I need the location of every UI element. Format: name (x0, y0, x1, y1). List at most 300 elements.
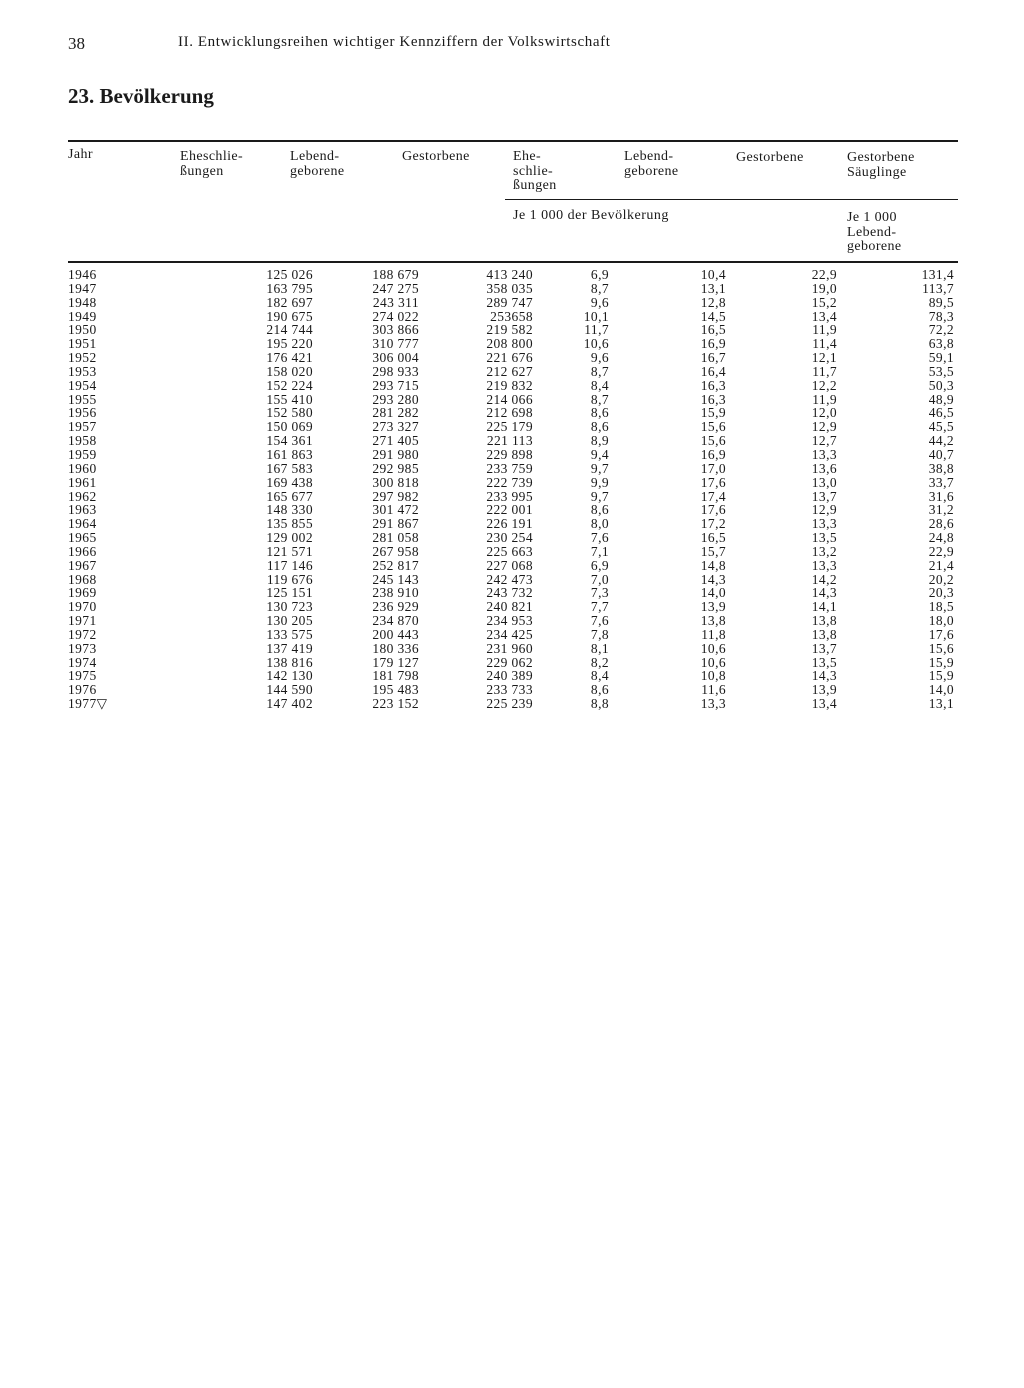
table-cell: 165 677 (266, 488, 313, 504)
table-cell: 179 127 (372, 654, 419, 670)
table-cell: 89,5 (928, 294, 954, 310)
table-cell: 12,2 (811, 377, 837, 393)
table-cell: 12,9 (811, 502, 837, 518)
table-cell: 1976 (68, 682, 97, 698)
table-cell: 10,1 (583, 308, 609, 324)
table-cell: 7,8 (590, 626, 609, 642)
table-row (68, 697, 954, 711)
table-cell: 38,8 (928, 460, 954, 476)
table-cell: 225 179 (486, 419, 533, 435)
table-cell: 44,2 (928, 433, 954, 449)
table-cell: 233 759 (486, 460, 533, 476)
table-cell: 273 327 (372, 419, 419, 435)
table-cell: 7,3 (590, 585, 609, 601)
table-cell: 9,7 (590, 488, 609, 504)
table-cell: 291 980 (372, 446, 419, 462)
table-cell: 195 220 (266, 336, 313, 352)
table-cell: 125 026 (266, 267, 313, 282)
table-cell: 144 590 (266, 682, 313, 698)
table-cell: 253658 (490, 308, 533, 324)
table-cell: 169 438 (266, 474, 313, 490)
col-header-lebendgeborene-rel: Lebend- geborene (624, 149, 679, 179)
table-cell: 13,1 (928, 696, 954, 712)
table-row (68, 573, 954, 587)
table-cell: 13,5 (811, 654, 837, 670)
table-cell: 13,3 (700, 696, 726, 712)
table-cell: 1977▽ (68, 696, 108, 712)
table-cell: 1950 (68, 322, 97, 338)
table-cell: 281 282 (372, 405, 419, 421)
table-cell: 16,3 (700, 377, 726, 393)
table-cell: 45,5 (928, 419, 954, 435)
table-cell: 289 747 (486, 294, 533, 310)
table-cell: 1961 (68, 474, 97, 490)
table-cell: 14,3 (700, 571, 726, 587)
table-cell: 1952 (68, 350, 97, 366)
table-cell: 53,5 (928, 363, 954, 379)
table-cell: 1975 (68, 668, 97, 684)
table-cell: 16,4 (700, 363, 726, 379)
table-cell: 13,9 (700, 599, 726, 615)
table-cell: 16,9 (700, 336, 726, 352)
table-cell: 181 798 (372, 668, 419, 684)
table-cell: 227 068 (486, 557, 533, 573)
table-cell: 16,7 (700, 350, 726, 366)
table-row (68, 282, 954, 296)
table-cell: 13,4 (811, 308, 837, 324)
table-cell: 243 311 (372, 294, 419, 310)
table-cell: 14,3 (811, 668, 837, 684)
table-cell: 230 254 (486, 530, 533, 546)
table-row (68, 365, 954, 379)
table-cell: 293 280 (372, 391, 419, 407)
table-row (68, 628, 954, 642)
unit-note-per-population: Je 1 000 der Bevölkerung (513, 208, 669, 223)
table-cell: 22,9 (928, 543, 954, 559)
table-cell: 7,0 (590, 571, 609, 587)
table-cell: 8,9 (590, 433, 609, 449)
table-cell: 14,8 (700, 557, 726, 573)
table-cell: 10,6 (700, 654, 726, 670)
table-cell: 33,7 (928, 474, 954, 490)
table-cell: 19,0 (811, 280, 837, 296)
table-cell: 13,9 (811, 682, 837, 698)
table-cell: 1970 (68, 599, 97, 615)
table-cell: 16,3 (700, 391, 726, 407)
table-cell: 195 483 (372, 682, 419, 698)
table-cell: 119 676 (266, 571, 313, 587)
col-header-eheschliessungen-rel: Ehe- schlie- ßungen (513, 149, 557, 193)
table-cell: 13,1 (700, 280, 726, 296)
table-row (68, 310, 954, 324)
table-cell: 298 933 (372, 363, 419, 379)
table-cell: 46,5 (928, 405, 954, 421)
table-cell: 200 443 (372, 626, 419, 642)
table-cell: 242 473 (486, 571, 533, 587)
table-cell: 14,5 (700, 308, 726, 324)
table-row (68, 503, 954, 517)
table-cell: 1953 (68, 363, 97, 379)
table-cell: 9,9 (590, 474, 609, 490)
table-cell: 8,6 (590, 405, 609, 421)
table-cell: 1966 (68, 543, 97, 559)
table-row (68, 642, 954, 656)
table-cell: 9,4 (590, 446, 609, 462)
table-cell: 9,6 (590, 350, 609, 366)
table-cell: 233 733 (486, 682, 533, 698)
col-header-eheschliessungen: Eheschlie- ßungen (180, 149, 244, 179)
table-cell: 7,1 (590, 543, 609, 559)
table-row (68, 351, 954, 365)
table-top-rule (68, 140, 958, 142)
table-cell: 188 679 (372, 267, 419, 282)
table-cell: 212 698 (486, 405, 533, 421)
table-cell: 274 022 (372, 308, 419, 324)
table-row (68, 448, 954, 462)
table-cell: 13,8 (811, 626, 837, 642)
table-cell: 22,9 (811, 267, 837, 282)
table-cell: 1958 (68, 433, 97, 449)
population-table (68, 268, 954, 711)
table-cell: 306 004 (372, 350, 419, 366)
unit-subheader-rule (505, 199, 958, 200)
table-cell: 1973 (68, 640, 97, 656)
table-cell: 15,9 (700, 405, 726, 421)
table-cell: 214 066 (486, 391, 533, 407)
table-cell: 7,6 (590, 530, 609, 546)
table-cell: 11,6 (701, 682, 726, 698)
table-cell: 167 583 (266, 460, 313, 476)
table-cell: 10,8 (700, 668, 726, 684)
table-cell: 31,2 (928, 502, 954, 518)
table-row (68, 379, 954, 393)
table-cell: 14,0 (700, 585, 726, 601)
table-row (68, 393, 954, 407)
table-row (68, 600, 954, 614)
table-cell: 240 821 (486, 599, 533, 615)
table-cell: 20,2 (928, 571, 954, 587)
table-cell: 12,8 (700, 294, 726, 310)
table-cell: 281 058 (372, 530, 419, 546)
table-cell: 17,6 (700, 502, 726, 518)
table-cell: 1951 (68, 336, 97, 352)
table-cell: 8,1 (590, 640, 609, 656)
table-cell: 8,4 (590, 377, 609, 393)
table-cell: 1949 (68, 308, 97, 324)
table-cell: 10,6 (583, 336, 609, 352)
table-cell: 50,3 (928, 377, 954, 393)
table-cell: 40,7 (928, 446, 954, 462)
table-cell: 135 855 (266, 516, 313, 532)
table-cell: 152 224 (266, 377, 313, 393)
table-cell: 137 419 (266, 640, 313, 656)
table-cell: 1974 (68, 654, 97, 670)
table-cell: 10,4 (700, 267, 726, 282)
table-cell: 161 863 (266, 446, 313, 462)
header-bottom-rule (68, 261, 958, 263)
table-cell: 163 795 (266, 280, 313, 296)
table-cell: 12,9 (811, 419, 837, 435)
table-cell: 17,6 (700, 474, 726, 490)
unit-note-per-births: Je 1 000 Lebend- geborene (847, 210, 902, 254)
table-cell: 226 191 (486, 516, 533, 532)
table-cell: 225 239 (486, 696, 533, 712)
table-cell: 129 002 (266, 530, 313, 546)
table-cell: 8,6 (590, 502, 609, 518)
col-header-gestorbene-saeuglinge: Gestorbene Säuglinge (847, 150, 915, 180)
table-cell: 130 723 (266, 599, 313, 615)
table-cell: 247 275 (372, 280, 419, 296)
table-cell: 147 402 (266, 696, 313, 712)
table-cell: 14,2 (811, 571, 837, 587)
table-cell: 292 985 (372, 460, 419, 476)
table-row (68, 490, 954, 504)
table-cell: 13,3 (811, 516, 837, 532)
table-row (68, 586, 954, 600)
table-cell: 24,8 (928, 530, 954, 546)
table-cell: 13,3 (811, 557, 837, 573)
table-cell: 12,0 (811, 405, 837, 421)
table-cell: 15,9 (928, 668, 954, 684)
running-head: II. Entwicklungsreihen wichtiger Kennziffern der Volkswirtschaft (178, 34, 611, 50)
table-row (68, 476, 954, 490)
table-cell: 158 020 (266, 363, 313, 379)
col-header-lebendgeborene: Lebend- geborene (290, 149, 345, 179)
table-row (68, 545, 954, 559)
table-cell: 48,9 (928, 391, 954, 407)
table-cell: 252 817 (372, 557, 419, 573)
table-row (68, 531, 954, 545)
table-row (68, 462, 954, 476)
table-cell: 28,6 (928, 516, 954, 532)
table-cell: 18,5 (928, 599, 954, 615)
table-cell: 16,5 (700, 322, 726, 338)
table-cell: 180 336 (372, 640, 419, 656)
table-cell: 11,9 (812, 322, 837, 338)
table-cell: 225 663 (486, 543, 533, 559)
table-cell: 1964 (68, 516, 97, 532)
table-cell: 11,7 (812, 363, 837, 379)
table-cell: 214 744 (266, 322, 313, 338)
table-cell: 78,3 (928, 308, 954, 324)
table-cell: 148 330 (266, 502, 313, 518)
table-cell: 7,7 (590, 599, 609, 615)
table-cell: 11,7 (584, 322, 609, 338)
table-cell: 208 800 (486, 336, 533, 352)
table-cell: 8,2 (590, 654, 609, 670)
table-cell: 222 001 (486, 502, 533, 518)
table-cell: 1963 (68, 502, 97, 518)
table-cell: 12,1 (811, 350, 837, 366)
table-cell: 7,6 (590, 613, 609, 629)
table-cell: 17,6 (928, 626, 954, 642)
table-row (68, 614, 954, 628)
table-cell: 222 739 (486, 474, 533, 490)
table-row (68, 296, 954, 310)
table-cell: 234 425 (486, 626, 533, 642)
table-cell: 229 898 (486, 446, 533, 462)
table-cell: 15,6 (928, 640, 954, 656)
table-cell: 234 870 (372, 613, 419, 629)
table-cell: 234 953 (486, 613, 533, 629)
table-cell: 219 832 (486, 377, 533, 393)
table-cell: 1957 (68, 419, 97, 435)
table-cell: 121 571 (266, 543, 313, 559)
table-cell: 11,9 (812, 391, 837, 407)
table-cell: 236 929 (372, 599, 419, 615)
table-cell: 303 866 (372, 322, 419, 338)
page-number: 38 (68, 34, 85, 53)
table-cell: 243 732 (486, 585, 533, 601)
table-cell: 1972 (68, 626, 97, 642)
table-body (68, 268, 954, 711)
table-cell: 130 205 (266, 613, 313, 629)
table-cell: 13,2 (811, 543, 837, 559)
table-cell: 221 113 (486, 433, 533, 449)
table-cell: 358 035 (486, 280, 533, 296)
table-cell: 9,7 (590, 460, 609, 476)
table-cell: 1965 (68, 530, 97, 546)
table-cell: 152 580 (266, 405, 313, 421)
table-cell: 240 389 (486, 668, 533, 684)
table-cell: 221 676 (486, 350, 533, 366)
table-cell: 10,6 (700, 640, 726, 656)
table-row (68, 517, 954, 531)
table-cell: 297 982 (372, 488, 419, 504)
table-cell: 72,2 (928, 322, 954, 338)
table-cell: 16,9 (700, 446, 726, 462)
table-cell: 17,4 (700, 488, 726, 504)
table-cell: 1956 (68, 405, 97, 421)
table-cell: 300 818 (372, 474, 419, 490)
table-cell: 13,6 (811, 460, 837, 476)
table-cell: 138 816 (266, 654, 313, 670)
table-cell: 13,0 (811, 474, 837, 490)
table-cell: 1967 (68, 557, 97, 573)
table-cell: 14,0 (928, 682, 954, 698)
table-cell: 1954 (68, 377, 97, 393)
table-cell: 13,5 (811, 530, 837, 546)
table-cell: 238 910 (372, 585, 419, 601)
table-cell: 212 627 (486, 363, 533, 379)
table-cell: 13,8 (811, 613, 837, 629)
col-header-gestorbene: Gestorbene (402, 149, 470, 164)
table-row (68, 656, 954, 670)
table-cell: 413 240 (486, 267, 533, 282)
table-cell: 8,7 (590, 363, 609, 379)
table-cell: 13,4 (811, 696, 837, 712)
table-cell: 219 582 (486, 322, 533, 338)
table-cell: 291 867 (372, 516, 419, 532)
table-cell: 21,4 (928, 557, 954, 573)
table-cell: 8,0 (590, 516, 609, 532)
table-cell: 31,6 (928, 488, 954, 504)
table-cell: 176 421 (266, 350, 313, 366)
table-cell: 271 405 (372, 433, 419, 449)
section-title: 23. Bevölkerung (68, 84, 214, 108)
table-cell: 293 715 (372, 377, 419, 393)
table-cell: 14,3 (811, 585, 837, 601)
table-cell: 142 130 (266, 668, 313, 684)
table-cell: 131,4 (921, 267, 954, 282)
table-cell: 1947 (68, 280, 97, 296)
table-cell: 301 472 (372, 502, 419, 518)
table-cell: 1960 (68, 460, 97, 476)
table-cell: 1968 (68, 571, 97, 587)
table-cell: 13,3 (811, 446, 837, 462)
table-row (68, 683, 954, 697)
table-cell: 1971 (68, 613, 97, 629)
table-row (68, 406, 954, 420)
table-row (68, 434, 954, 448)
table-cell: 8,6 (590, 682, 609, 698)
table-cell: 310 777 (372, 336, 419, 352)
table-cell: 18,0 (928, 613, 954, 629)
table-cell: 154 361 (266, 433, 313, 449)
table-cell: 182 697 (266, 294, 313, 310)
table-cell: 6,9 (590, 267, 609, 282)
table-cell: 11,8 (701, 626, 726, 642)
table-cell: 8,6 (590, 419, 609, 435)
table-cell: 1948 (68, 294, 97, 310)
table-cell: 117 146 (266, 557, 313, 573)
table-cell: 1946 (68, 267, 97, 282)
table-cell: 8,4 (590, 668, 609, 684)
table-cell: 1955 (68, 391, 97, 407)
table-row (68, 323, 954, 337)
table-cell: 9,6 (590, 294, 609, 310)
table-cell: 16,5 (700, 530, 726, 546)
table-row (68, 268, 954, 282)
table-cell: 1959 (68, 446, 97, 462)
table-cell: 15,6 (700, 419, 726, 435)
table-cell: 245 143 (372, 571, 419, 587)
table-row (68, 669, 954, 683)
table-cell: 133 575 (266, 626, 313, 642)
table-cell: 155 410 (266, 391, 313, 407)
table-row (68, 420, 954, 434)
table-cell: 59,1 (928, 350, 954, 366)
table-cell: 113,7 (922, 280, 954, 296)
table-cell: 15,2 (811, 294, 837, 310)
table-cell: 1962 (68, 488, 97, 504)
table-cell: 15,6 (700, 433, 726, 449)
table-cell: 125 151 (266, 585, 313, 601)
table-cell: 1969 (68, 585, 97, 601)
table-cell: 13,8 (700, 613, 726, 629)
table-cell: 20,3 (928, 585, 954, 601)
table-cell: 11,4 (812, 336, 837, 352)
table-cell: 8,8 (590, 696, 609, 712)
table-cell: 14,1 (811, 599, 837, 615)
table-cell: 231 960 (486, 640, 533, 656)
table-cell: 267 958 (372, 543, 419, 559)
table-cell: 8,7 (590, 391, 609, 407)
table-cell: 190 675 (266, 308, 313, 324)
table-cell: 223 152 (372, 696, 419, 712)
table-row (68, 337, 954, 351)
table-cell: 15,9 (928, 654, 954, 670)
table-cell: 63,8 (928, 336, 954, 352)
col-header-jahr: Jahr (68, 147, 93, 162)
table-cell: 6,9 (590, 557, 609, 573)
table-cell: 229 062 (486, 654, 533, 670)
table-cell: 13,7 (811, 640, 837, 656)
table-cell: 17,2 (700, 516, 726, 532)
table-cell: 17,0 (700, 460, 726, 476)
table-cell: 13,7 (811, 488, 837, 504)
table-cell: 233 995 (486, 488, 533, 504)
